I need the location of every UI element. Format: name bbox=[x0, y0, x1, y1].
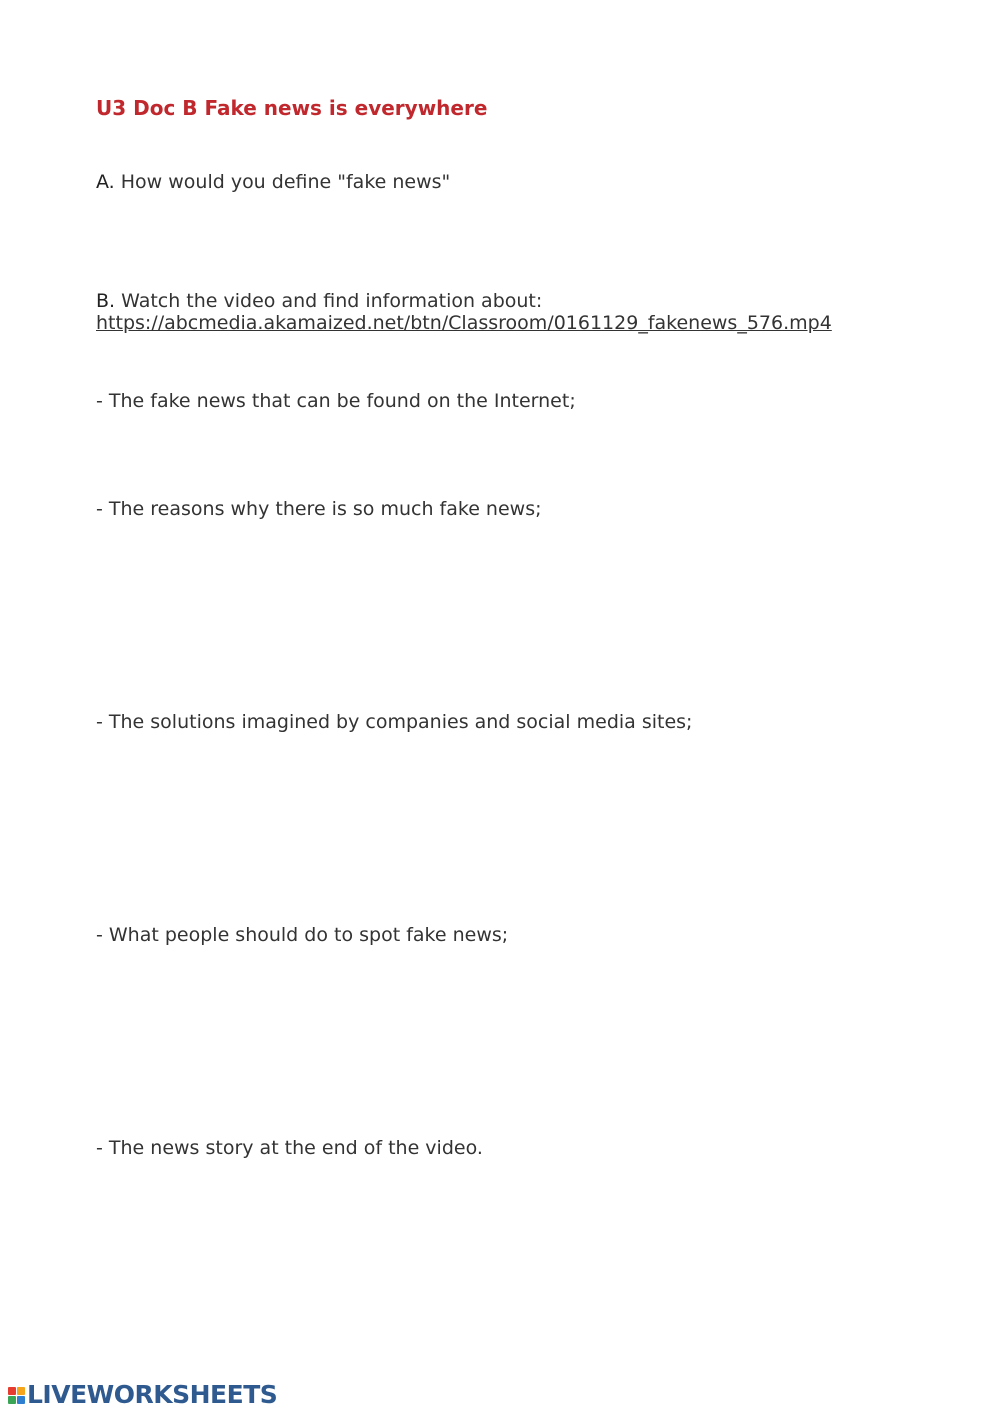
logo-square-2 bbox=[17, 1387, 25, 1395]
video-link-row bbox=[96, 312, 832, 334]
question-a-letter: A. bbox=[96, 171, 115, 193]
liveworksheets-logo-icon bbox=[8, 1387, 25, 1404]
question-b-letter: B. bbox=[96, 290, 116, 312]
list-item-reasons: - The reasons why there is so much fake news; bbox=[96, 498, 542, 520]
page-title: U3 Doc B Fake news is everywhere bbox=[96, 96, 488, 120]
logo-square-1 bbox=[8, 1387, 16, 1395]
list-item-solutions: - The solutions imagined by companies and social media sites; bbox=[96, 711, 693, 733]
list-item-internet: - The fake news that can be found on the Internet; bbox=[96, 390, 576, 412]
question-b bbox=[96, 289, 542, 313]
footer-brand bbox=[8, 1380, 277, 1410]
question-a bbox=[96, 170, 450, 194]
question-a-text: How would you define "fake news" bbox=[114, 171, 451, 193]
brand-name: LIVEWORKSHEETS bbox=[27, 1380, 278, 1409]
list-item-spot: - What people should do to spot fake news; bbox=[96, 924, 509, 946]
question-b-text: Watch the video and find information about: bbox=[115, 290, 543, 312]
logo-square-4 bbox=[17, 1396, 25, 1404]
logo-square-3 bbox=[8, 1396, 16, 1404]
video-link[interactable]: https://abcmedia.akamaized.net/btn/Classroom/0161129_fakenews_576.mp4 bbox=[96, 312, 832, 334]
list-item-story: - The news story at the end of the video. bbox=[96, 1137, 483, 1159]
